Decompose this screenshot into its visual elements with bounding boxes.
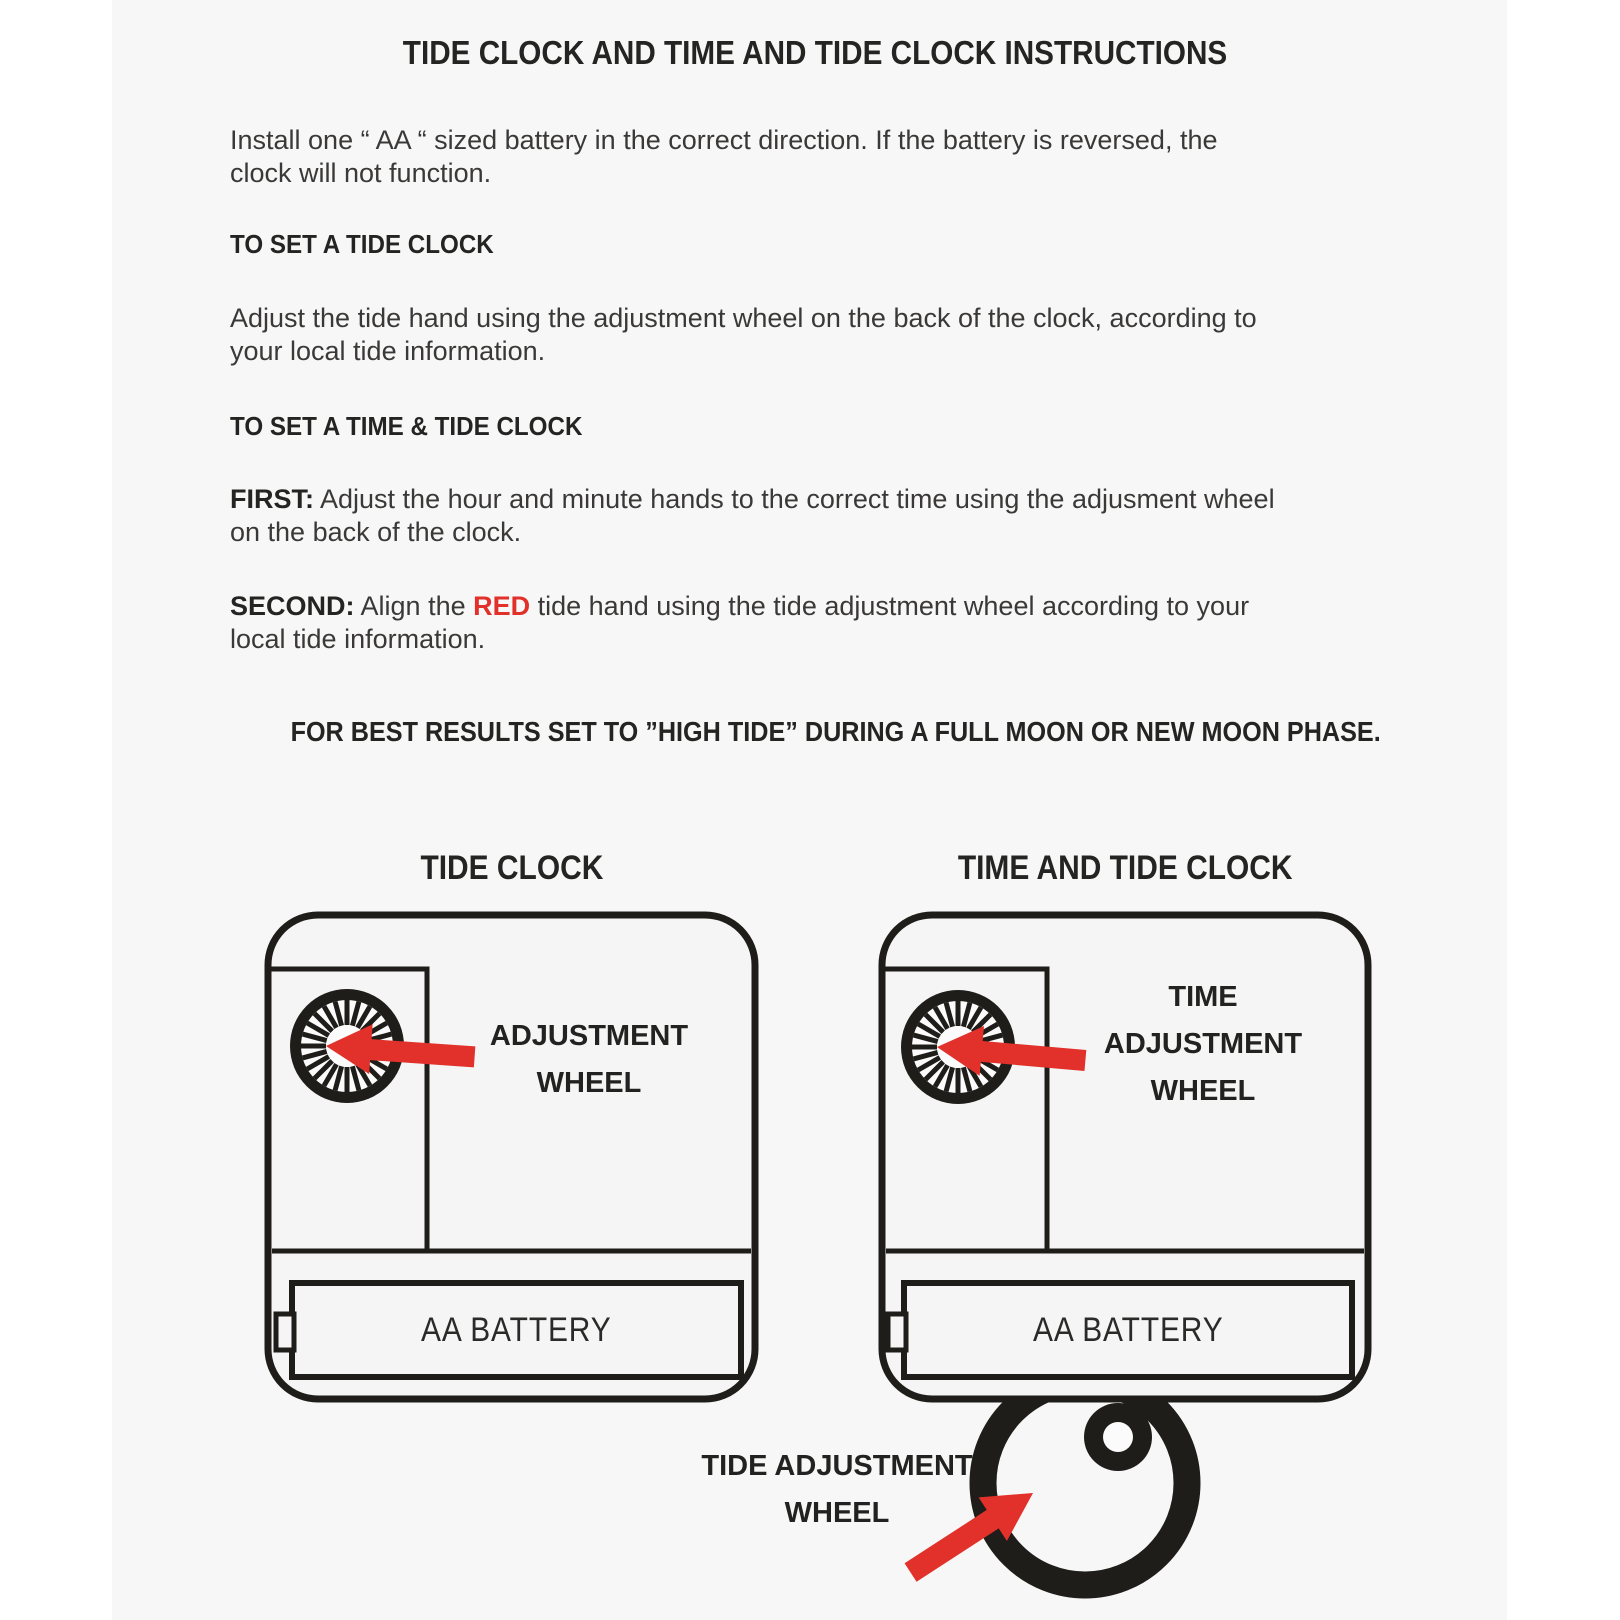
battery-label-right: AA BATTERY [1032, 1310, 1224, 1349]
first-step-paragraph: FIRST: Adjust the hour and minute hands to the correct time using the adjusment wheel on the back of the clock. [230, 484, 1275, 547]
tide-paragraph: Adjust the tide hand using the adjustment wheel on the back of the clock, according to your local tide information. [230, 303, 1257, 366]
second-step-paragraph: SECOND: Align the RED tide hand using the tide adjustment wheel according to your local tide information. [230, 591, 1250, 654]
battery-label-left: AA BATTERY [421, 1310, 612, 1349]
tide-clock-title: TIDE CLOCK [420, 849, 604, 887]
section-heading-time-tide: TO SET A TIME & TIDE CLOCK [230, 411, 583, 441]
time-adjustment-wheel-label: TIME ADJUSTMENT WHEEL [1103, 981, 1303, 1107]
tide-adjustment-wheel [983, 1381, 1187, 1585]
red-hand-word: RED [473, 591, 531, 621]
time-tide-clock-title: TIME AND TIDE CLOCK [957, 849, 1293, 887]
page-title-row [230, 33, 1400, 73]
first-label: FIRST: [230, 484, 314, 514]
intro-paragraph: Install one “ AA “ sized battery in the correct direction. If the battery is reversed, the clock will not function. [230, 125, 1218, 188]
tide-adjustment-wheel-label: TIDE ADJUSTMENT WHEEL [701, 1450, 973, 1529]
second-label: SECOND: [230, 591, 355, 621]
adjustment-wheel-label: ADJUSTMENT WHEEL [489, 1020, 689, 1099]
section-heading-tide: TO SET A TIDE CLOCK [230, 229, 494, 259]
page-title: TIDE CLOCK AND TIME AND TIDE CLOCK INSTRUCTIONS [402, 34, 1228, 71]
best-results-banner: FOR BEST RESULTS SET TO ”HIGH TIDE” DURING A FULL MOON OR NEW MOON PHASE. [290, 716, 1381, 747]
